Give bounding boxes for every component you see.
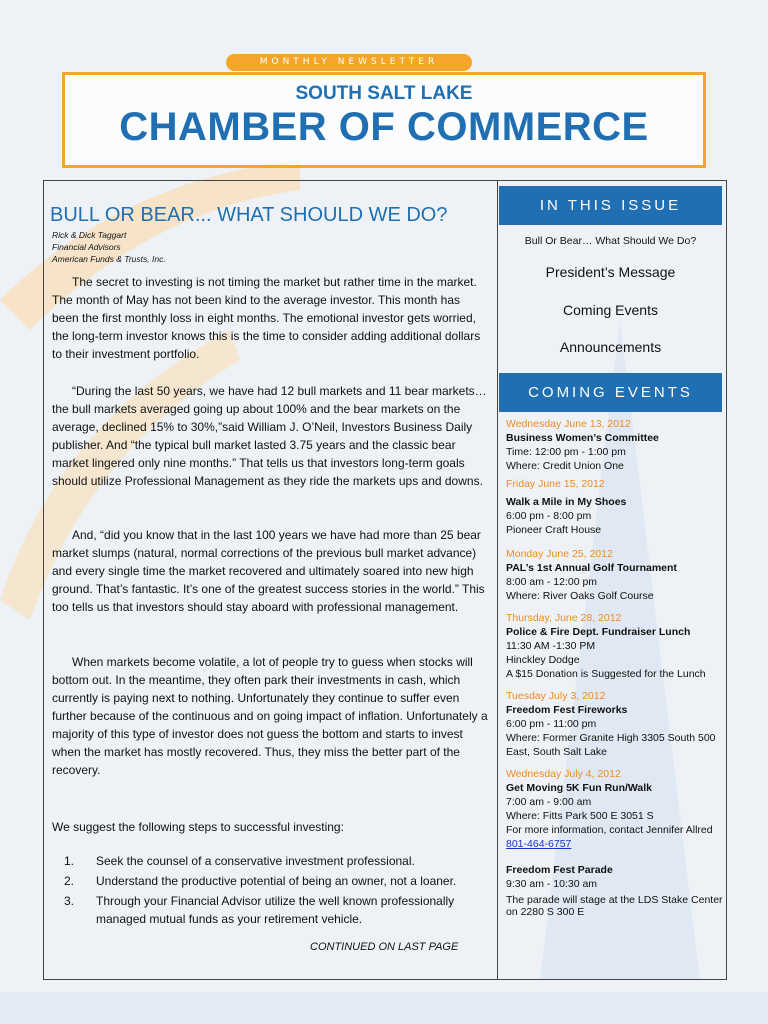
event-name: Freedom Fest Fireworks [506,704,628,716]
event-detail: A $15 Donation is Suggested for the Lunch [506,668,706,680]
event-detail: The parade will stage at the LDS Stake Center on 2280 S 300 E [506,894,723,918]
event-date: Monday June 25, 2012 [506,548,613,560]
issue-item: Bull Or Bear… What Should We Do? [524,235,697,247]
event-item [506,767,724,851]
event-item [506,477,724,537]
event-detail: Where: Former Granite High 3305 South 500 East, South Salt Lake [506,732,716,758]
issue-item: Coming Events [563,302,658,318]
events-list [506,417,724,922]
event-date: Thursday, June 28, 2012 [506,612,622,624]
event-date: Wednesday June 13, 2012 [506,418,631,430]
event-phone-link[interactable]: 801-464-6757 [506,838,572,850]
newsletter-label: MONTHLY NEWSLETTER [226,54,472,71]
event-name: Freedom Fest Parade [506,864,613,876]
list-item: 2. Understand the productive potential of being an owner, not a loaner. [64,874,457,888]
event-item [506,547,724,603]
article-paragraph: We suggest the following steps to successful investing: [52,820,344,834]
byline-role: Financial Advisors [52,242,121,252]
event-detail: Where: Credit Union One [506,460,624,472]
event-item [506,611,724,681]
masthead [62,72,706,168]
masthead-title: CHAMBER OF COMMERCE [119,105,649,149]
in-this-issue-header: IN THIS ISSUE [499,186,722,225]
event-detail: 9:30 am - 10:30 am [506,878,598,890]
masthead-subtitle: SOUTH SALT LAKE [295,83,473,104]
article-paragraph: The secret to investing is not timing the market but rather time in the market. The month of May has not been kind to the average investor. This month has been the first monthly loss in eight months. The emotional investor gets worried, the long-term investor knows this is the time to consider adding additional dollars to their investment portfolio. [52,275,481,361]
event-item [506,689,724,759]
event-detail: Time: 12:00 pm - 1:00 pm [506,446,626,458]
event-name: Police & Fire Dept. Fundraiser Lunch [506,626,691,638]
event-detail: 6:00 pm - 11:00 pm [506,718,597,730]
event-item [506,417,724,473]
event-name: PAL’s 1st Annual Golf Tournament [506,562,677,574]
article-paragraph: “During the last 50 years, we have had 12 bull markets and 11 bear markets…the bull markets averaged going up about 100% and the bear markets on the average, declined 15% to 30%,”said William J. O’Neil, Investors Business Daily publisher. And “the typical bull market lasted 3.75 years and the classic bear market lingered only nine months.” That tells us that investors long-term goals should utilize Professional Management as they ride the markets ups and downs. [52,384,487,488]
event-name: Walk a Mile in My Shoes [506,496,627,508]
issue-item: Announcements [559,339,662,355]
issue-item: President’s Message [545,264,676,280]
event-date: Friday June 15, 2012 [506,478,605,490]
event-detail: 8:00 am - 12:00 pm [506,576,598,588]
byline-company: American Funds & Trusts, Inc. [52,254,166,264]
article-paragraph: When markets become volatile, a lot of people try to guess when stocks will bottom out. In the meantime, they often park their investments in cash, which currently is paying next to nothing. Unfortunately they continue to suffer even further because of the continuous and on going impact of inflation. Unfortunately a majority of this type of investor does not guess the bottom and starts to invest when the market has mostly recovered. Thus, they miss the better part of the recovery. [52,655,488,777]
event-detail: For more information, contact Jennifer Allred [506,824,713,836]
event-detail: Where: River Oaks Golf Course [506,590,654,602]
article-byline [52,229,166,265]
event-item [506,863,724,918]
article-title: BULL OR BEAR... WHAT SHOULD WE DO? [50,204,448,226]
coming-events-header: COMING EVENTS [499,373,722,412]
event-detail: Where: Fitts Park 500 E 3051 S [506,810,654,822]
continued-note: CONTINUED ON LAST PAGE [310,941,459,953]
event-date: Wednesday July 4, 2012 [506,768,621,780]
event-detail: Pioneer Craft House [506,524,602,536]
event-detail: 6:00 pm - 8:00 pm [506,510,592,522]
event-detail: Hinckley Dodge [506,654,580,666]
event-name: Get Moving 5K Fun Run/Walk [506,782,653,794]
list-item: 1. Seek the counsel of a conservative investment professional. [64,854,415,868]
event-detail: 11:30 AM -1:30 PM [506,640,596,652]
article-paragraph: And, “did you know that in the last 100 years we have had more than 25 bear market slumps (natural, normal corrections of the previous bull market advance) and every single time the market recovered and ultimately soared into new high ground. That’s fantastic. It’s one of the greatest success stories in the world.” This too tells us that investors should stay aboard with professional management. [52,528,485,614]
byline-author: Rick & Dick Taggart [52,230,127,240]
steps-list [52,852,492,930]
list-item: 3. Through your Financial Advisor utilize the well known professionally managed mutual funds as your retirement vehicle. [64,894,455,926]
event-detail: 7:00 am - 9:00 am [506,796,592,808]
event-date: Tuesday July 3, 2012 [506,690,606,702]
column-divider [497,180,498,980]
event-name: Business Women’s Committee [506,432,659,444]
